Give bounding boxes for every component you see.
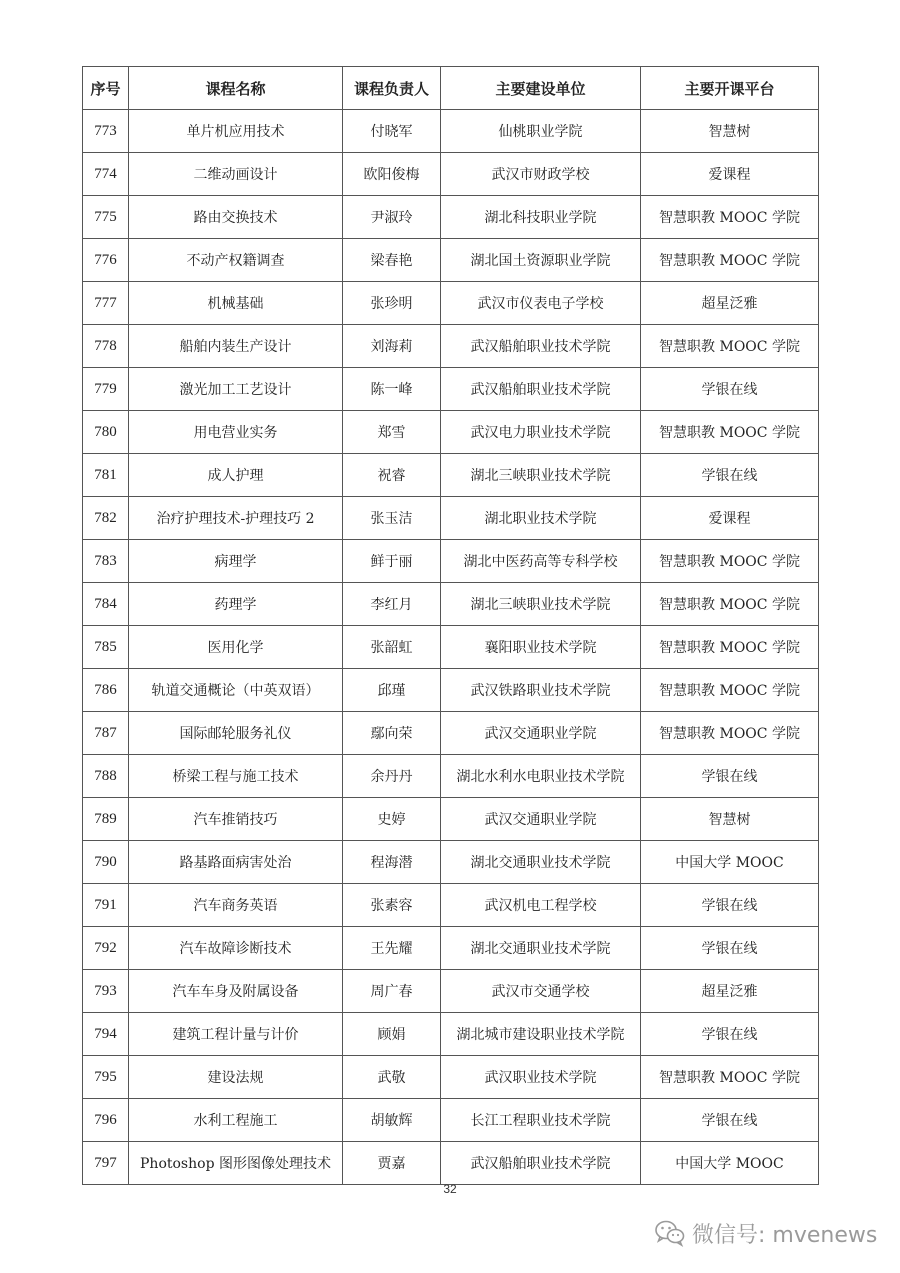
wechat-icon [654,1219,686,1247]
cell-institution: 武汉船舶职业技术学院 [441,325,641,368]
table-row [83,712,819,755]
cell-institution: 湖北交通职业技术学院 [441,841,641,884]
cell-course-lead: 王先耀 [343,927,441,970]
table-row [83,841,819,884]
cell-seq: 778 [83,325,129,368]
cell-platform: 学银在线 [641,1099,819,1142]
table-row [83,497,819,540]
table-row [83,626,819,669]
cell-course-lead: 郑雪 [343,411,441,454]
cell-institution: 武汉市财政学校 [441,153,641,196]
cell-course-lead: 张珍明 [343,282,441,325]
cell-course-name: 医用化学 [129,626,343,669]
cell-seq: 795 [83,1056,129,1099]
cell-course-lead: 史婷 [343,798,441,841]
cell-seq: 783 [83,540,129,583]
table-row [83,282,819,325]
cell-seq: 781 [83,454,129,497]
cell-platform: 学银在线 [641,368,819,411]
cell-course-lead: 周广春 [343,970,441,1013]
cell-platform: 智慧职教 MOOC 学院 [641,239,819,282]
table-row [83,927,819,970]
cell-course-lead: 武敬 [343,1056,441,1099]
table-row [83,1099,819,1142]
cell-seq: 786 [83,669,129,712]
cell-platform: 智慧职教 MOOC 学院 [641,583,819,626]
cell-institution: 湖北职业技术学院 [441,497,641,540]
cell-course-name: 汽车车身及附属设备 [129,970,343,1013]
cell-course-name: 建筑工程计量与计价 [129,1013,343,1056]
cell-institution: 武汉市仪表电子学校 [441,282,641,325]
cell-course-lead: 陈一峰 [343,368,441,411]
table-row [83,1142,819,1185]
header-course-name: 课程名称 [129,67,343,110]
cell-platform: 学银在线 [641,884,819,927]
cell-institution: 湖北科技职业学院 [441,196,641,239]
cell-platform: 学银在线 [641,927,819,970]
cell-course-lead: 梁春艳 [343,239,441,282]
cell-seq: 792 [83,927,129,970]
cell-platform: 学银在线 [641,454,819,497]
table-row [83,325,819,368]
cell-platform: 智慧职教 MOOC 学院 [641,540,819,583]
cell-seq: 788 [83,755,129,798]
cell-course-lead: 鲜于丽 [343,540,441,583]
cell-course-name: 路由交换技术 [129,196,343,239]
cell-platform: 学银在线 [641,755,819,798]
cell-course-name: 二维动画设计 [129,153,343,196]
cell-seq: 773 [83,110,129,153]
cell-institution: 襄阳职业技术学院 [441,626,641,669]
cell-course-lead: 李红月 [343,583,441,626]
cell-course-name: 药理学 [129,583,343,626]
table-row [83,454,819,497]
cell-institution: 仙桃职业学院 [441,110,641,153]
table-row [83,153,819,196]
cell-course-name: 汽车故障诊断技术 [129,927,343,970]
cell-course-name: 水利工程施工 [129,1099,343,1142]
cell-platform: 智慧树 [641,798,819,841]
cell-course-lead: 欧阳俊梅 [343,153,441,196]
cell-institution: 湖北城市建设职业技术学院 [441,1013,641,1056]
cell-seq: 774 [83,153,129,196]
cell-institution: 武汉市交通学校 [441,970,641,1013]
table-row [83,798,819,841]
cell-platform: 学银在线 [641,1013,819,1056]
cell-course-lead: 祝睿 [343,454,441,497]
cell-course-name: 不动产权籍调查 [129,239,343,282]
cell-institution: 武汉船舶职业技术学院 [441,368,641,411]
cell-institution: 武汉职业技术学院 [441,1056,641,1099]
table-row [83,411,819,454]
cell-platform: 智慧职教 MOOC 学院 [641,626,819,669]
cell-course-lead: 贾嘉 [343,1142,441,1185]
header-seq: 序号 [83,67,129,110]
table-row [83,110,819,153]
table-row [83,1013,819,1056]
cell-course-name: Photoshop 图形图像处理技术 [129,1142,343,1185]
cell-institution: 武汉铁路职业技术学院 [441,669,641,712]
cell-course-name: 轨道交通概论（中英双语） [129,669,343,712]
cell-course-name: 国际邮轮服务礼仪 [129,712,343,755]
cell-seq: 775 [83,196,129,239]
cell-seq: 794 [83,1013,129,1056]
cell-seq: 780 [83,411,129,454]
table-body [83,110,819,1185]
cell-course-lead: 程海潜 [343,841,441,884]
table-row [83,669,819,712]
cell-seq: 777 [83,282,129,325]
table-row [83,755,819,798]
cell-institution: 长江工程职业技术学院 [441,1099,641,1142]
table-row [83,540,819,583]
cell-course-lead: 余丹丹 [343,755,441,798]
cell-platform: 中国大学 MOOC [641,1142,819,1185]
cell-seq: 779 [83,368,129,411]
cell-course-lead: 邱瑾 [343,669,441,712]
table-row [83,970,819,1013]
cell-course-lead: 胡敏辉 [343,1099,441,1142]
cell-platform: 智慧树 [641,110,819,153]
cell-platform: 智慧职教 MOOC 学院 [641,1056,819,1099]
cell-platform: 爱课程 [641,153,819,196]
cell-institution: 武汉交通职业学院 [441,712,641,755]
cell-platform: 超星泛雅 [641,282,819,325]
table-row [83,1056,819,1099]
cell-institution: 湖北中医药高等专科学校 [441,540,641,583]
cell-seq: 776 [83,239,129,282]
cell-course-lead: 付晓军 [343,110,441,153]
header-platform: 主要开课平台 [641,67,819,110]
cell-platform: 超星泛雅 [641,970,819,1013]
cell-institution: 湖北三峡职业技术学院 [441,583,641,626]
header-course-lead: 课程负责人 [343,67,441,110]
cell-course-name: 路基路面病害处治 [129,841,343,884]
cell-seq: 789 [83,798,129,841]
cell-course-name: 建设法规 [129,1056,343,1099]
cell-institution: 武汉船舶职业技术学院 [441,1142,641,1185]
table-row [83,196,819,239]
cell-institution: 湖北三峡职业技术学院 [441,454,641,497]
table-row [83,368,819,411]
cell-seq: 790 [83,841,129,884]
cell-course-name: 汽车推销技巧 [129,798,343,841]
cell-seq: 785 [83,626,129,669]
cell-institution: 湖北交通职业技术学院 [441,927,641,970]
cell-course-lead: 张韶虹 [343,626,441,669]
cell-institution: 武汉电力职业技术学院 [441,411,641,454]
table-row [83,583,819,626]
cell-seq: 791 [83,884,129,927]
cell-course-name: 治疗护理技术-护理技巧 2 [129,497,343,540]
cell-course-lead: 尹淑玲 [343,196,441,239]
cell-course-name: 单片机应用技术 [129,110,343,153]
cell-platform: 智慧职教 MOOC 学院 [641,669,819,712]
cell-institution: 湖北水利水电职业技术学院 [441,755,641,798]
cell-seq: 796 [83,1099,129,1142]
cell-institution: 武汉交通职业学院 [441,798,641,841]
cell-seq: 787 [83,712,129,755]
cell-seq: 782 [83,497,129,540]
cell-seq: 793 [83,970,129,1013]
watermark [654,1216,877,1250]
cell-course-lead: 刘海莉 [343,325,441,368]
header-institution: 主要建设单位 [441,67,641,110]
cell-platform: 爱课程 [641,497,819,540]
cell-course-name: 机械基础 [129,282,343,325]
watermark-text: 微信号: mvenews [692,1222,878,1248]
cell-course-name: 病理学 [129,540,343,583]
cell-institution: 湖北国土资源职业学院 [441,239,641,282]
cell-course-lead: 顾娟 [343,1013,441,1056]
table-row [83,884,819,927]
cell-seq: 784 [83,583,129,626]
page-number: 32 [443,1182,457,1196]
table-row [83,239,819,282]
cell-platform: 智慧职教 MOOC 学院 [641,712,819,755]
cell-course-name: 桥梁工程与施工技术 [129,755,343,798]
course-table [82,66,819,1185]
cell-platform: 智慧职教 MOOC 学院 [641,411,819,454]
cell-course-lead: 张素容 [343,884,441,927]
cell-platform: 中国大学 MOOC [641,841,819,884]
cell-platform: 智慧职教 MOOC 学院 [641,325,819,368]
cell-course-name: 用电营业实务 [129,411,343,454]
cell-platform: 智慧职教 MOOC 学院 [641,196,819,239]
cell-course-name: 船舶内装生产设计 [129,325,343,368]
cell-seq: 797 [83,1142,129,1185]
cell-institution: 武汉机电工程学校 [441,884,641,927]
cell-course-lead: 鄢向荣 [343,712,441,755]
cell-course-name: 激光加工工艺设计 [129,368,343,411]
cell-course-name: 汽车商务英语 [129,884,343,927]
table-header-row [83,67,819,110]
cell-course-name: 成人护理 [129,454,343,497]
cell-course-lead: 张玉洁 [343,497,441,540]
